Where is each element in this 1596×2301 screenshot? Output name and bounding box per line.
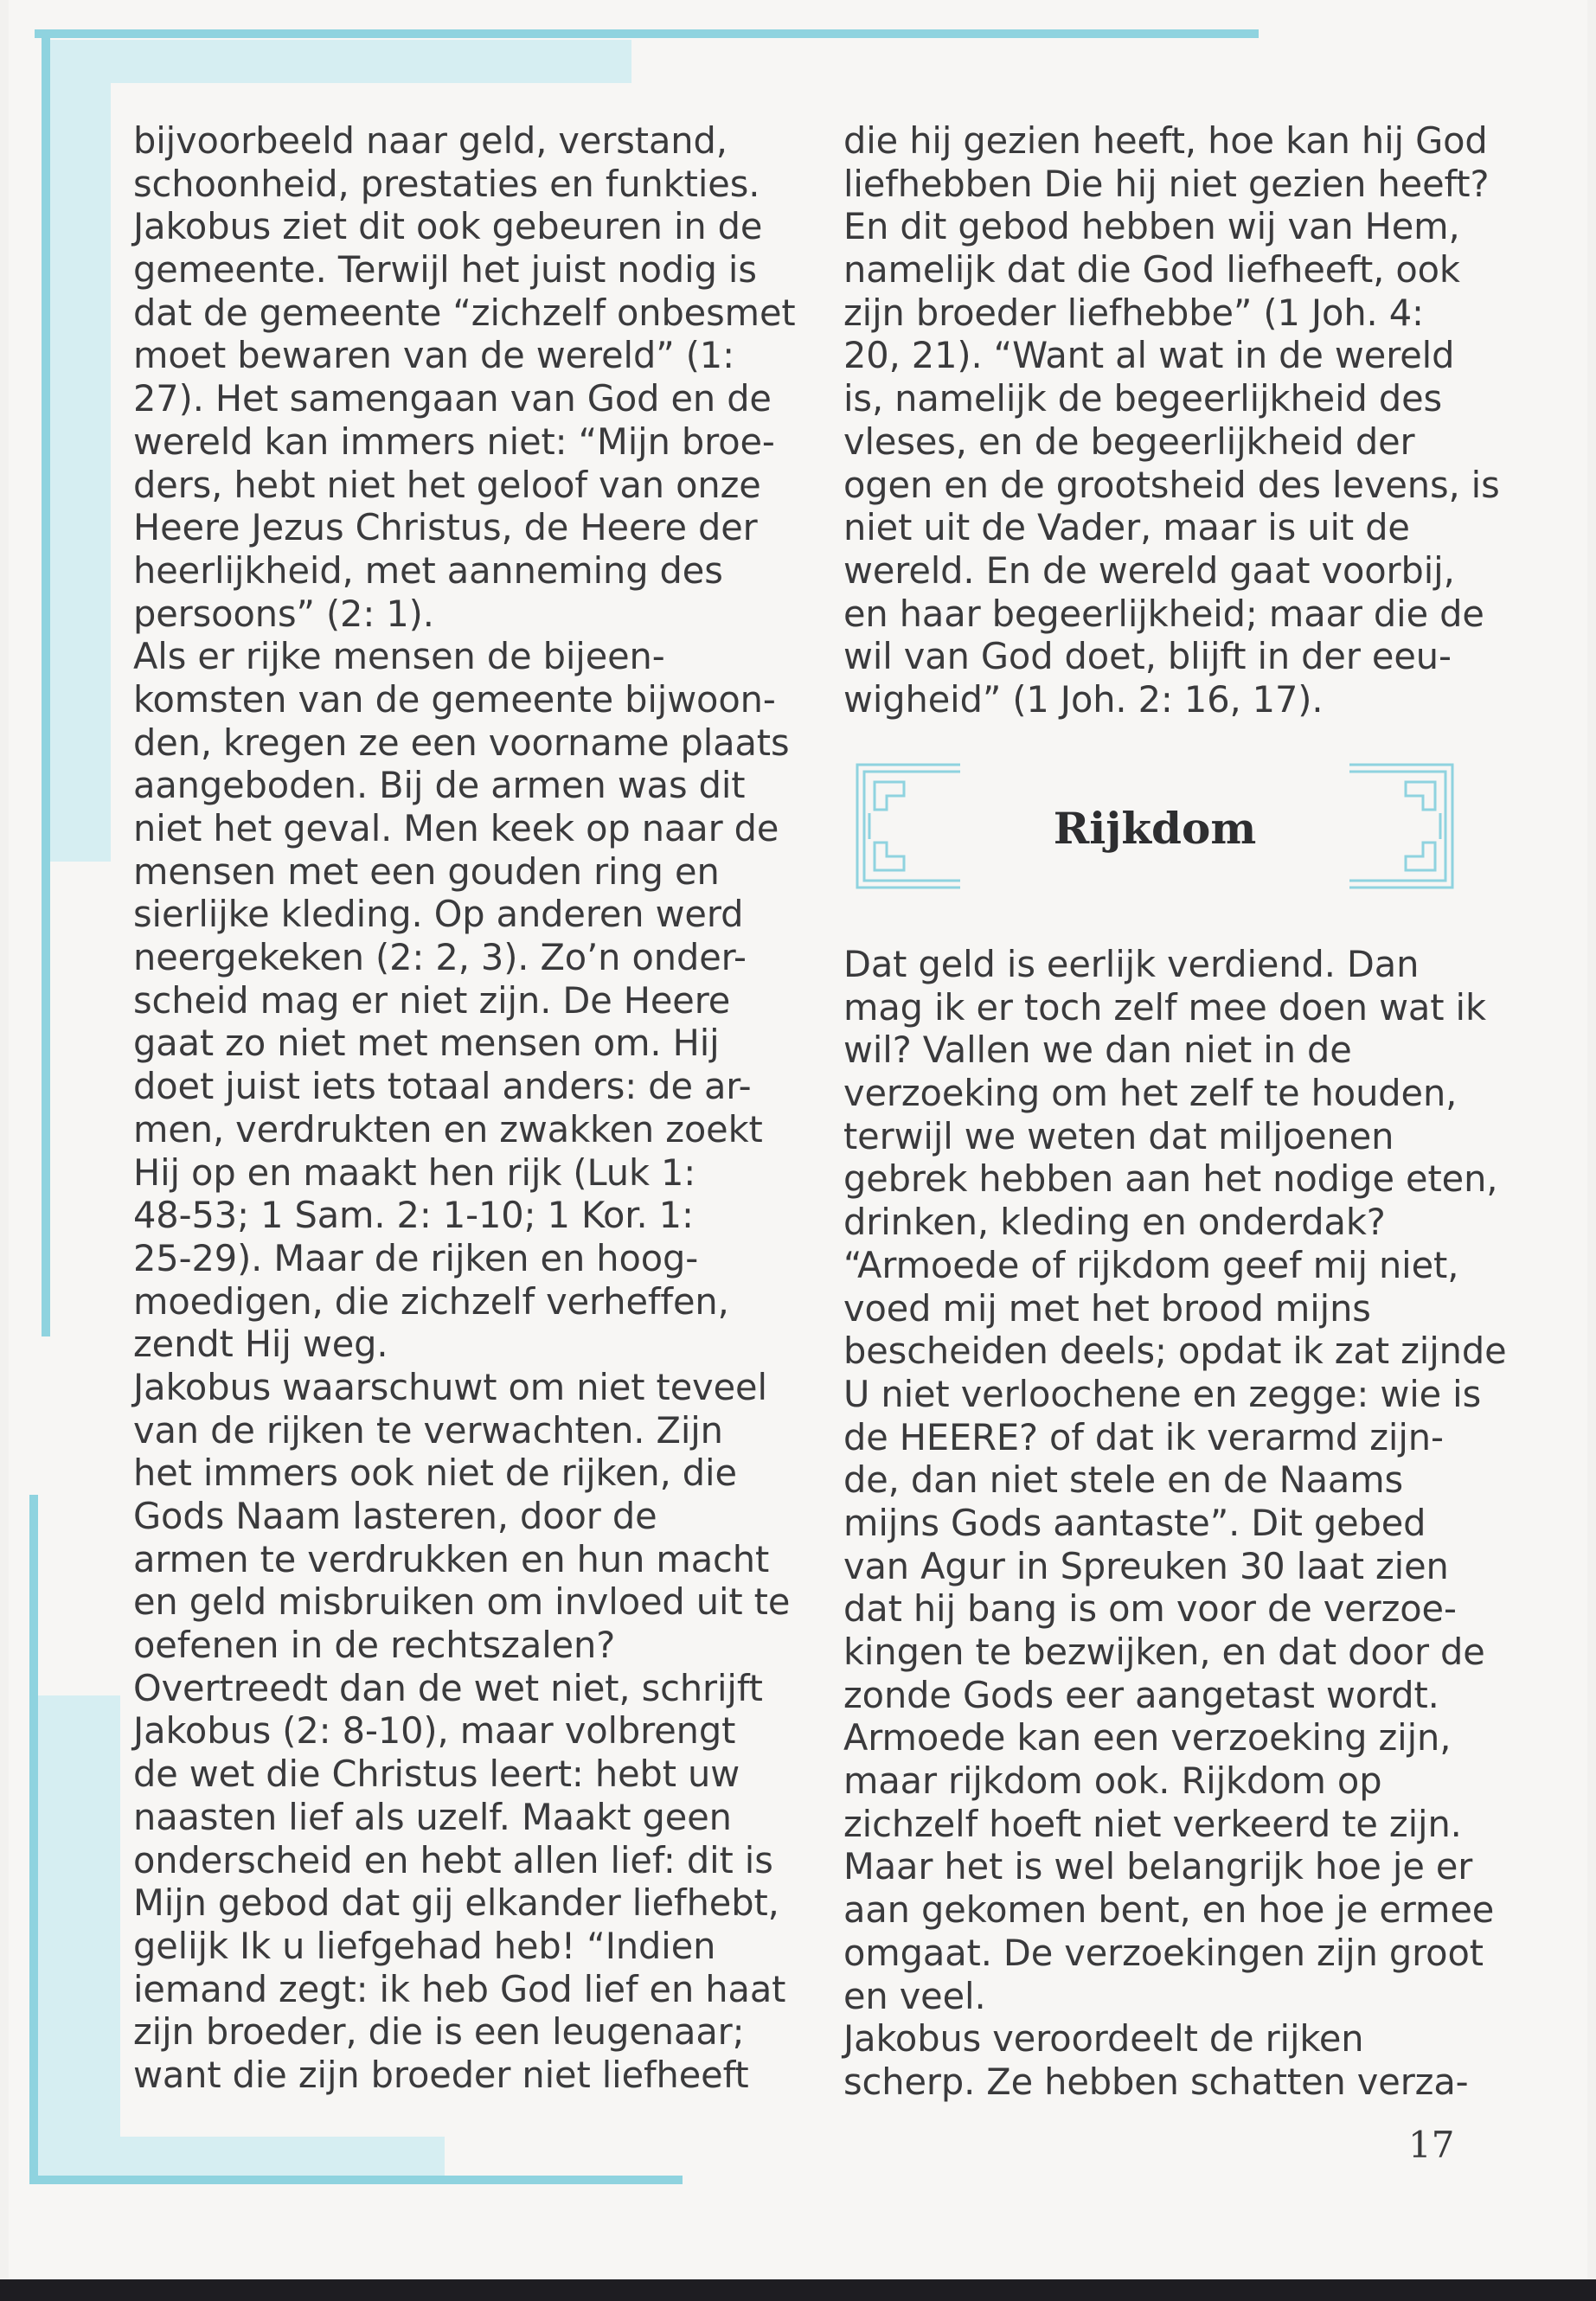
text-line: armen te verdrukken en hun macht [133,1537,770,1580]
text-line: de, dan niet stele en de Naams [843,1458,1404,1502]
text-line: terwijl we weten dat miljoenen [843,1114,1394,1157]
text-line: gaat zo niet met mensen om. Hij [133,1022,720,1065]
text-line: Hij op en maakt hen rijk (Luk 1: [133,1150,696,1194]
text-line: den, kregen ze een voorname plaats [133,721,790,764]
text-line: heerlijkheid, met aanneming des [133,548,723,592]
text-line: wil? Vallen we dan niet in de [843,1029,1352,1072]
text-line: en haar begeerlijkheid; maar die de [843,592,1484,635]
text-line: iemand zegt: ik heb God lief en haat [133,1967,786,2010]
frame-left-lower-band [38,1695,120,2180]
text-line: neergekeken (2: 2, 3). Zo’n onder- [133,936,747,979]
text-line: zijn broeder liefhebbe” (1 Joh. 4: [843,291,1424,334]
text-line: persoons” (2: 1). [133,592,434,635]
text-line: niet het geval. Men keek op naar de [133,807,779,849]
text-line: scherp. Ze hebben schatten verza- [843,2060,1469,2103]
text-line: Jakobus ziet dit ook gebeuren in de [133,205,763,248]
right-column-bottom [843,943,1507,2104]
section-heading-block [852,761,1458,891]
frame-top-band [43,40,631,83]
text-line: Gods Naam lasteren, door de [133,1495,657,1537]
text-line: 20, 21). “Want al wat in de wereld [843,334,1455,377]
text-line: mijns Gods aantaste”. Dit gebed [843,1501,1426,1544]
text-line: die hij gezien heeft, hoe kan hij God [843,119,1488,162]
text-line: 48-53; 1 Sam. 2: 1-10; 1 Kor. 1: [133,1194,694,1237]
text-line: naasten lief als uzelf. Maakt geen [133,1795,732,1838]
text-line: zichzelf hoeft niet verkeerd te zijn. [843,1802,1462,1845]
text-line: gemeente. Terwijl het juist nodig is [133,248,757,292]
text-line: Jakobus veroordeelt de rijken [843,2017,1364,2061]
text-line: bescheiden deels; opdat ik zat zijnde [843,1330,1507,1373]
text-line: wereld. En de wereld gaat voorbij, [843,548,1455,592]
text-line: wil van God doet, blijft in der eeu- [843,635,1452,678]
text-line: dat hij bang is om voor de verzoe- [843,1587,1457,1631]
text-line: “Armoede of rijkdom geef mij niet, [843,1243,1459,1286]
text-line: niet uit de Vader, maar is uit de [843,506,1410,549]
text-line: bijvoorbeeld naar geld, verstand, [133,119,727,162]
text-line: mag ik er toch zelf mee doen wat ik [843,985,1486,1029]
text-line: en geld misbruiken om invloed uit te [133,1580,791,1624]
text-line: mensen met een gouden ring en [133,849,720,893]
text-line: vleses, en de begeerlijkheid der [843,420,1415,463]
text-line: voed mij met het brood mijns [843,1286,1371,1330]
text-line: 25-29). Maar de rijken en hoog- [133,1236,699,1279]
text-line: En dit gebod hebben wij van Hem, [843,205,1460,248]
frame-top-line [35,29,1259,38]
text-line: namelijk dat die God liefheeft, ook [843,248,1460,292]
left-column [133,119,796,2097]
scan-bottom-edge [0,2279,1596,2301]
text-line: Armoede kan een verzoeking zijn, [843,1716,1452,1759]
text-line: Als er rijke mensen de bijeen- [133,635,665,678]
text-line: moedigen, die zichzelf verheffen, [133,1279,729,1323]
text-line: het immers ook niet de rijken, die [133,1452,737,1495]
text-line: doet juist iets totaal anders: de ar- [133,1065,752,1108]
text-line: Heere Jezus Christus, de Heere der [133,506,758,549]
frame-bottom-line [29,2176,683,2184]
text-line: Jakobus (2: 8-10), maar volbrengt [133,1709,736,1753]
text-line: moet bewaren van de wereld” (1: [133,334,734,377]
text-line: aan gekomen bent, en hoe je ermee [843,1888,1495,1932]
text-line: zonde Gods eer aangetast wordt. [843,1673,1439,1716]
text-line: schoonheid, prestaties en funkties. [133,162,760,205]
text-line: onderscheid en hebt allen lief: dit is [133,1838,773,1881]
text-line: en veel. [843,1974,986,2017]
text-line: men, verdrukten en zwakken zoekt [133,1107,763,1150]
text-line: ogen en de grootsheid des levens, is [843,463,1500,506]
text-line: Overtreedt dan de wet niet, schrijft [133,1666,763,1709]
text-line: aangeboden. Bij de armen was dit [133,764,746,807]
text-line: van de rijken te verwachten. Zijn [133,1408,723,1452]
text-line: oefenen in de rechtszalen? [133,1624,616,1667]
text-line: U niet verloochene en zegge: wie is [843,1372,1482,1415]
text-line: de HEERE? of dat ik verarmd zijn- [843,1415,1444,1458]
text-line: 27). Het samengaan van God en de [133,377,772,420]
text-line: kingen te bezwijken, en dat door de [843,1631,1485,1673]
text-line: liefhebben Die hij niet gezien heeft? [843,162,1490,205]
text-line: zijn broeder, die is een leugenaar; [133,2010,745,2054]
text-line: want die zijn broeder niet liefheeft [133,2053,749,2096]
text-line: Maar het is wel belangrijk hoe je er [843,1845,1473,1888]
text-line: gelijk Ik u liefgehad heb! “Indien [133,1924,716,1967]
frame-left-upper-band [50,83,111,862]
text-line: de wet die Christus leert: hebt uw [133,1753,740,1796]
text-line: Dat geld is eerlijk verdiend. Dan [843,943,1420,985]
text-line: dat de gemeente “zichzelf onbesmet [133,291,796,334]
text-line: Jakobus waarschuwt om niet teveel [133,1365,767,1408]
page-number: 17 [1408,2124,1455,2166]
text-line: van Agur in Spreuken 30 laat zien [843,1544,1449,1587]
text-line: wereld kan immers niet: “Mijn broe- [133,420,775,463]
text-line: scheid mag er niet zijn. De Heere [133,978,731,1022]
text-line: ders, hebt niet het geloof van onze [133,463,761,506]
text-line: maar rijkdom ook. Rijkdom op [843,1759,1382,1803]
text-line: omgaat. De verzoekingen zijn groot [843,1931,1484,1974]
text-line: is, namelijk de begeerlijkheid des [843,377,1443,420]
text-line: gebrek hebben aan het nodige eten, [843,1157,1498,1201]
text-line: verzoeking om het zelf te houden, [843,1072,1458,1115]
section-heading: Rijkdom [1053,803,1257,854]
text-line: Mijn gebod dat gij elkander liefhebt, [133,1881,779,1925]
frame-left-upper-line [42,35,50,1336]
text-line: sierlijke kleding. Op anderen werd [133,893,744,936]
text-line: zendt Hij weg. [133,1323,388,1366]
text-line: komsten van de gemeente bijwoon- [133,677,776,721]
frame-left-lower-line [29,1495,38,2182]
text-line: drinken, kleding en onderdak? [843,1201,1386,1244]
right-column-top [843,119,1500,721]
frame-bottom-band [38,2137,445,2176]
text-line: wigheid” (1 Joh. 2: 16, 17). [843,677,1324,721]
